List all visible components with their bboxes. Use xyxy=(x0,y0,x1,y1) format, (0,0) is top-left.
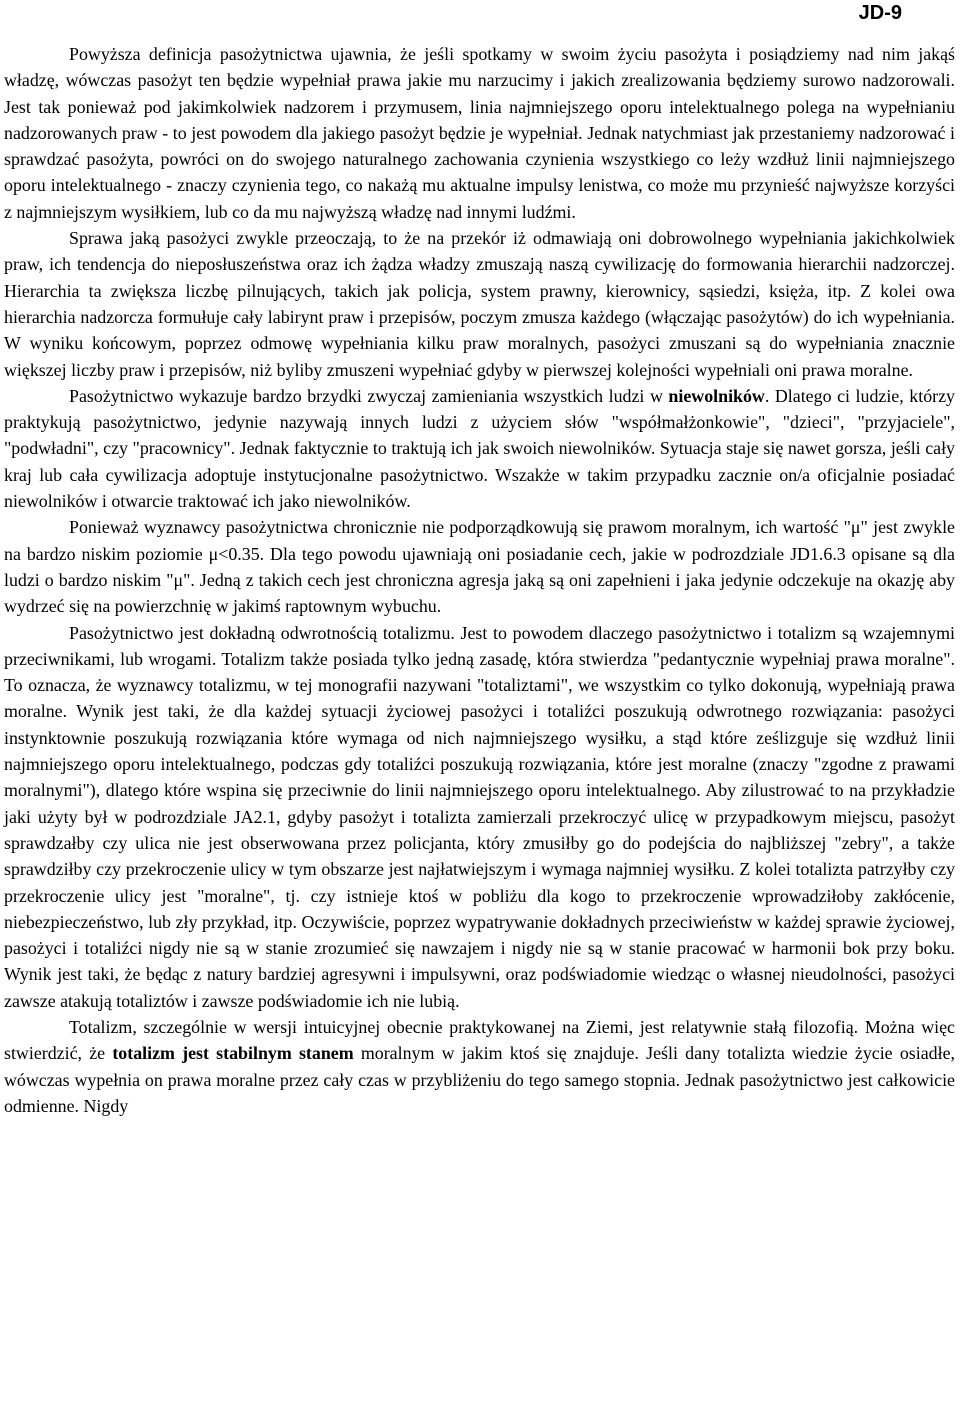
paragraph-text: Ponieważ wyznawcy pasożytnictwa chronicznie nie podporządkowują się prawom moralnym, ich wartość "μ" jest zwykle na bardzo niskim poziomie μ<0.35. Dla tego powodu ujawniają oni posiadanie cech, jakie w podrozdziale JD1.6.3 opisane są dla ludzi o bardzo niskim "μ". Jedną z takich cech jest chroniczna agresja jaką są oni zapełnieni i jaka jedynie odczekuje na okazję aby wydrzeć się na powierzchnię w jakimś raptownym wybuchu. xyxy=(4,517,955,617)
paragraph-text: . Dlatego ci ludzie, którzy praktykują pasożytnictwo, jedynie nazywają innych ludzi z użyciem słów "współmałżonkowie", "dzieci", "przyjaciele", "podwładni", czy "pracownicy". Jednak faktycznie to traktują ich jak swoich niewolników. Sytuacja staje się nawet gorsza, jeśli cały kraj lub cała cywilizacja adoptuje instytucjonalne pasożytnictwo. Wszakże w takim przypadku zacznie on/a oficjalnie posiadać niewolników i otwarcie traktować ich jako niewolników. xyxy=(4,385,955,512)
paragraph xyxy=(4,620,955,1014)
paragraph xyxy=(4,1014,955,1119)
document-body xyxy=(4,41,955,1119)
paragraph-text: Totalizm, szczególnie w wersji intuicyjnej obecnie praktykowanej na Ziemi, jest relatywnie stałą filozofią. Można więc stwierdzić, że xyxy=(4,1016,955,1064)
paragraph-text: moralnym w jakim ktoś się znajduje. Jeśli dany totalizta wiedzie życie osiadłe, wówczas wypełnia on prawa moralne przez cały czas w przybliżeniu do tego samego stopnia. Jednak pasożytnictwo jest całkowicie odmienne. Nigdy xyxy=(4,1043,955,1116)
paragraph-text: Pasożytnictwo wykazuje bardzo brzydki zwyczaj zamieniania wszystkich ludzi w xyxy=(69,385,669,406)
paragraph xyxy=(4,383,955,514)
bold-term: niewolników xyxy=(668,385,765,406)
bold-term: totalizm jest stabilnym stanem xyxy=(112,1043,354,1064)
paragraph xyxy=(4,41,955,225)
paragraph-text: Sprawa jaką pasożyci zwykle przeoczają, to że na przekór iż odmawiają oni dobrowolnego wypełniania jakichkolwiek praw, ich tendencja do nieposłuszeństwa oraz ich żądza władzy zmuszają naszą cywilizację do formowania hierarchii nadzorczej. Hierarchia ta zwiększa liczbę pilnujących, takich jak policja, system prawny, kierownicy, sąsiedzi, księża, itp. Z kolei owa hierarchia nadzorcza formułuje cały labirynt praw i przepisów, poczym zmusza każdego (włączając pasożytów) do ich wypełniania. W wyniku końcowym, poprzez odmowę wypełniania kilku praw moralnych, pasożyci zmuszani są do wypełniania znacznie większej liczby praw i przepisów, niż byliby zmuszeni wypełniać gdyby w pierwszej kolejności wypełniali oni prawa moralne. xyxy=(4,228,955,380)
paragraph-text: Powyższa definicja pasożytnictwa ujawnia, że jeśli spotkamy w swoim życiu pasożyta i posiądziemy nad nim jakąś władzę, wówczas pasożyt ten będzie wypełniał prawa jakie mu narzucimy i jakich zrealizowania będziemy surowo nadzorowali. Jest tak ponieważ pod jakimkolwiek nadzorem i przymusem, linia najmniejszego oporu intelektualnego polega na wypełnianiu nadzorowanych praw - to jest powodem dla jakiego pasożyt będzie je wypełniał. Jednak natychmiast jak przestaniemy nadzorować i sprawdzać pasożyta, powróci on do swojego naturalnego zachowania czynienia wszystkiego co leży wzdłuż linii najmniejszego oporu intelektualnego - znaczy czynienia tego, co nakażą mu aktualne impulsy lenistwa, co może mu przynieść najwyższe korzyści z najmniejszym wysiłkiem, lub co da mu najwyższą władzę nad innymi ludźmi. xyxy=(4,44,955,222)
paragraph-text: Pasożytnictwo jest dokładną odwrotnością totalizmu. Jest to powodem dlaczego pasożytnictwo i totalizm są wzajemnymi przeciwnikami, lub wrogami. Totalizm także posiada tylko jedną zasadę, która stwierdza "pedantycznie wypełniaj prawa moralne". To oznacza, że wyznawcy totalizmu, w tej monografii nazywani "totaliztami", we wszystkim co tylko dokonują, wypełniają prawa moralne. Wynik jest taki, że dla każdej sytuacji życiowej pasożyci i totaliźci poszukują odwrotnego rozwiązania: pasożyci instynktownie poszukują rozwiązania które wymaga od nich najmniejszego wysiłku, a stąd które ześlizguje się wzdłuż linii najmniejszego oporu intelektualnego, podczas gdy totaliźci poszukują rozwiązania, które jest moralne (znaczy "zgodne z prawami moralnymi"), dlatego które wspina się przeciwnie do linii najmniejszego oporu intelektualnego. Aby zilustrować to na przykładzie jaki użyty był w podrozdziale JA2.1, gdyby pasożyt i totalizta zamierzali przekroczyć ulicę w przypadkowym miejscu, pasożyt sprawdzałby czy ulica nie jest obserwowana przez policjanta, który zmusiłby go do podejścia do najbliższej "zebry", a także sprawdziłby czy przekroczenie ulicy w tym obszarze jest najłatwiejszym i wymaga najmniej wysiłku. Z kolei totalizta patrzyłby czy przekroczenie ulicy jest "moralne", tj. czy istnieje ktoś w pobliżu dla kogo to przekroczenie wprowadziłoby zakłócenie, niebezpieczeństwo, lub zły przykład, itp. Oczywiście, poprzez wypatrywanie dokładnych przeciwieństw w każdej sprawie życiowej, pasożyci i totaliźci nigdy nie są w stanie zrozumieć się nawzajem i nigdy nie są w stanie pracować w harmonii bok przy boku. Wynik jest taki, że będąc z natury bardziej agresywni i impulsywni, oraz podświadomie wiedząc o własnej nieudolności, pasożyci zawsze atakują totaliztów i zawsze podświadomie ich nie lubią. xyxy=(4,622,955,1011)
paragraph xyxy=(4,225,955,383)
paragraph xyxy=(4,514,955,619)
page-header-label: JD-9 xyxy=(858,2,902,24)
